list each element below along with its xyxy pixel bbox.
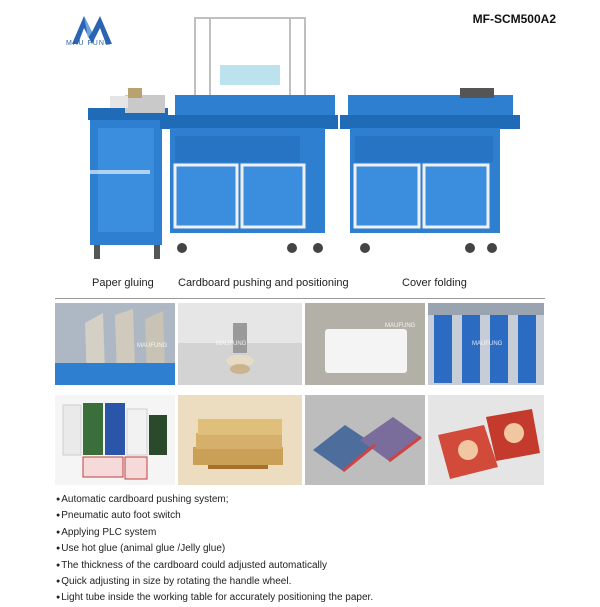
gold-boxes-photo — [178, 395, 302, 485]
blue-rollers-photo — [428, 303, 544, 385]
notebooks-photo — [305, 395, 425, 485]
watermark: MAUFUNG — [472, 341, 503, 347]
model-number: MF-SCM500A2 — [472, 12, 556, 26]
brand-name: MAU FUNG — [66, 40, 112, 47]
feature-item: ● The thickness of the cardboard could adjusted automatically — [56, 558, 556, 574]
caption-cardboard-pushing: Cardboard pushing and positioning — [178, 277, 349, 289]
feature-item: ● Pneumatic auto foot switch — [56, 508, 556, 524]
sample-boxes-photo — [55, 395, 175, 485]
cardboard-positioning-photo — [305, 303, 425, 385]
feature-item: ● Automatic cardboard pushing system; — [56, 492, 556, 508]
feeder-rollers-photo — [55, 303, 175, 385]
books-photo — [428, 395, 544, 485]
suction-cup-photo — [178, 303, 302, 385]
caption-paper-gluing: Paper gluing — [92, 277, 154, 289]
feature-item: ● Quick adjusting in size by rotating the handle wheel. — [56, 574, 556, 590]
caption-cover-folding: Cover folding — [402, 277, 467, 289]
divider — [55, 298, 545, 299]
feature-item: ● Applying PLC system — [56, 525, 556, 541]
feature-item: ● Use hot glue (animal glue /Jelly glue) — [56, 541, 556, 557]
feature-list — [56, 492, 556, 607]
watermark: MAUFUNG — [385, 323, 416, 329]
watermark: MAUFUNG — [137, 343, 168, 349]
feature-item: ● Light tube inside the working table for accurately positioning the paper. — [56, 590, 556, 606]
watermark: MAUFUNG — [216, 341, 247, 347]
machine-photo — [80, 10, 540, 265]
